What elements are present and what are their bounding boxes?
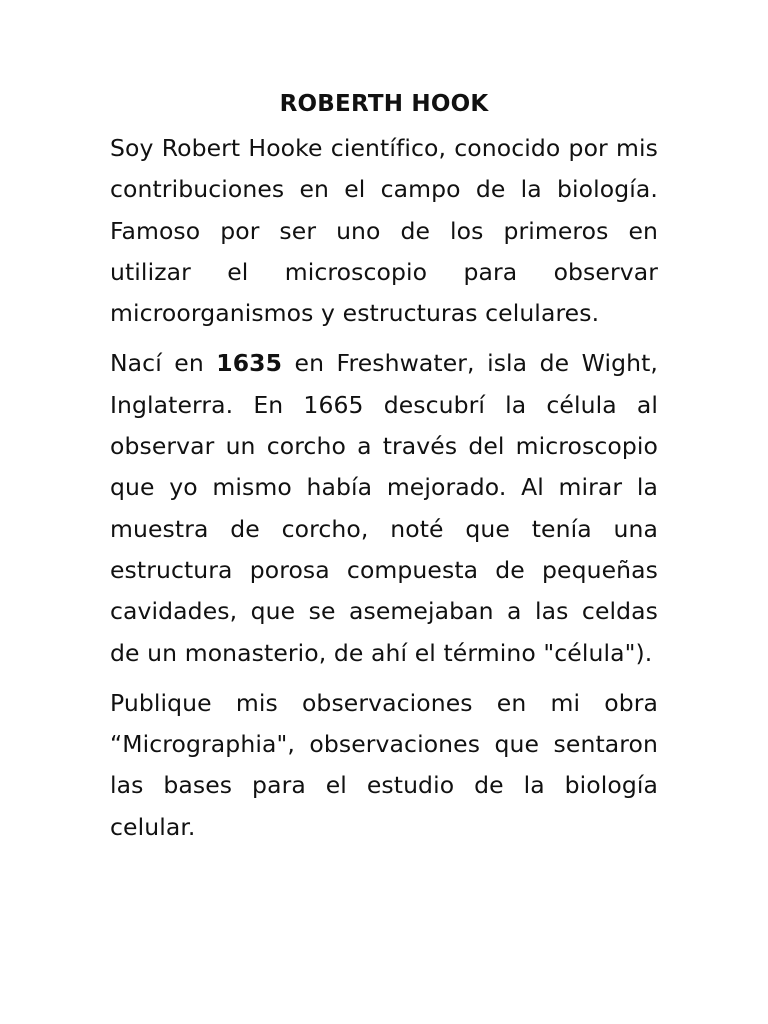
- paragraph-intro: Soy Robert Hooke científico, conocido por mis contribuciones en el campo de la biología. Famoso por ser uno de los primeros en utilizar el microscopio para observar microorganismos y estructuras celulares.: [110, 134, 658, 328]
- document-page: [110, 88, 658, 857]
- paragraph-text-after-year: en Freshwater, isla de Wight, Inglaterra. En 1665 descubrí la célula al observar un corcho a través del microscopio que yo mismo había mejorado. Al mirar la muestra de corcho, noté que tenía una estructura porosa compuesta de pequeñas cavidades, que se asemejaban a las celdas de un monasterio, de ahí el término "célula").: [110, 349, 658, 667]
- document-title: ROBERTH HOOK: [279, 91, 489, 117]
- birth-year: 1635: [216, 349, 283, 378]
- paragraph-birth-discovery: [110, 343, 658, 673]
- paragraph-text-before-year: Nací en: [110, 349, 217, 378]
- paragraph-micrographia: Publique mis observaciones en mi obra “Micrographia", observaciones que sentaron las bases para el estudio de la biología celular.: [110, 688, 658, 841]
